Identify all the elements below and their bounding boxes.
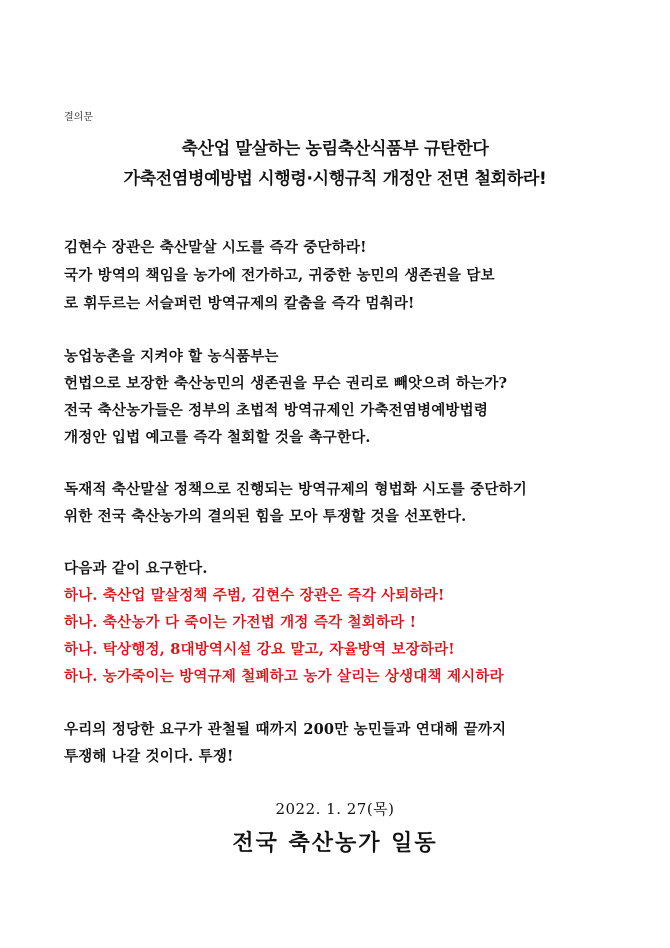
document-date: 2022. 1. 27(목) xyxy=(275,800,395,818)
paragraph3-line: 독재적 축산말살 정책으로 진행되는 방역규제의 형법화 시도를 중단하기 xyxy=(64,481,527,498)
title-line-1: 축산업 말살하는 농림축산식품부 규탄한다 xyxy=(181,139,489,159)
paragraph3-line: 위한 전국 축산농가의 결의된 힘을 모아 투쟁할 것을 선포한다. xyxy=(64,508,467,525)
paragraph1-line: 로 휘두르는 서슬퍼런 방역규제의 칼춤을 즉각 멈춰라! xyxy=(64,295,415,312)
signer: 전국 축산농가 일동 xyxy=(232,830,438,856)
title-line-2: 가축전염병예방법 시행령·시행규칙 개정안 전면 철회하라! xyxy=(123,169,547,189)
demand-item: 하나. 농가죽이는 방역규제 철폐하고 농가 살리는 상생대책 제시하라 xyxy=(64,668,504,685)
paragraph1-line: 김현수 장관은 축산말살 시도를 즉각 중단하라! xyxy=(64,239,367,256)
paragraph2-line: 개정안 입법 예고를 즉각 철회할 것을 촉구한다. xyxy=(64,429,371,446)
document-label: 결의문 xyxy=(64,112,93,123)
paragraph2-line: 전국 축산농가들은 정부의 초법적 방역규제인 가축전염병예방법령 xyxy=(64,402,489,419)
closing-line: 우리의 정당한 요구가 관철될 때까지 200만 농민들과 연대해 끝까지 xyxy=(64,721,507,738)
closing-line: 투쟁해 나갈 것이다. 투쟁! xyxy=(64,748,234,765)
demand-item: 하나. 축산농가 다 죽이는 가전법 개정 즉각 철회하라 ! xyxy=(64,614,417,631)
paragraph1-line: 국가 방역의 책임을 농가에 전가하고, 귀중한 농민의 생존권을 담보 xyxy=(64,267,495,284)
demand-item: 하나. 축산업 말살정책 주범, 김현수 장관은 즉각 사퇴하라! xyxy=(64,587,445,604)
demands-intro: 다음과 같이 요구한다. xyxy=(64,560,208,577)
paragraph2-line: 농업농촌을 지켜야 할 농식품부는 xyxy=(64,348,279,365)
paragraph2-line: 헌법으로 보장한 축산농민의 생존권을 무슨 권리로 빼앗으려 하는가? xyxy=(64,375,508,392)
demand-item: 하나. 탁상행정, 8대방역시설 강요 말고, 자율방역 보장하라! xyxy=(64,641,455,658)
